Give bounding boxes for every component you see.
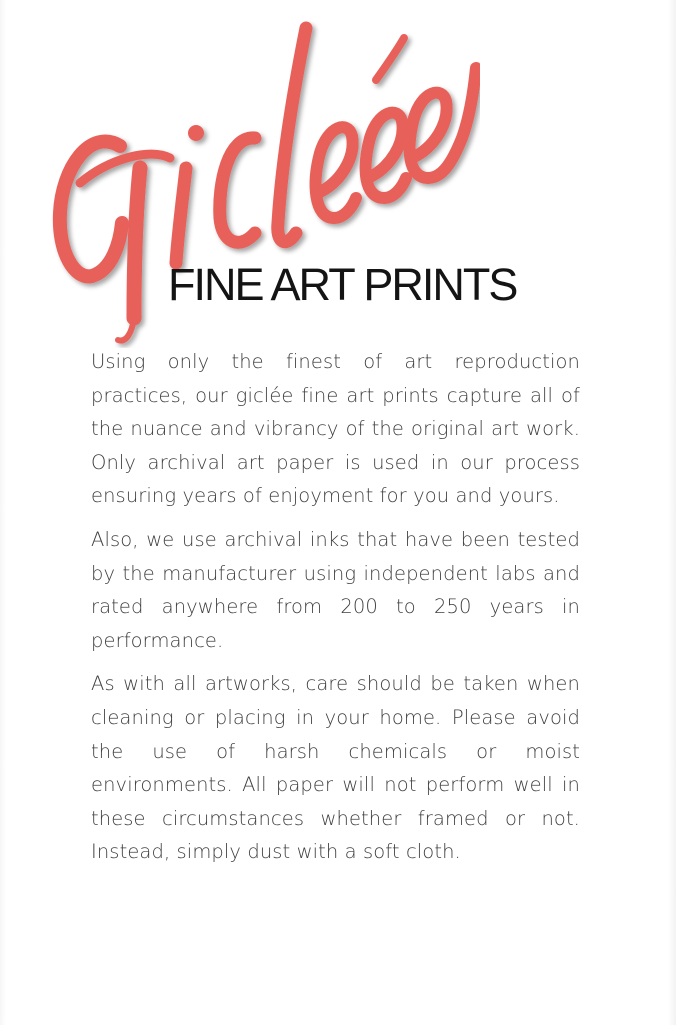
subtitle-fine-art-prints: FINE ART PRINTS xyxy=(168,259,517,310)
paragraph-2: Also, we use archival inks that have been tested by the manufacturer using independent labs and rated anywhere from 200 to 250 years in performance. xyxy=(91,527,580,652)
paragraph-3: As with all artworks, care should be taken when cleaning or placing in your home. Please avoid the use of harsh chemicals or moist environments. All paper will not perform well in these circumstances whether framed or not. Instead, simply dust with a soft cloth. xyxy=(91,672,580,864)
body-text xyxy=(91,345,580,879)
paragraph-1: Using only the finest of art reproduction practices, our giclée fine art prints capture all of the nuance and vibrancy of the original art work. Only archival art paper is used in our process ensuring years of enjoyment for you and yours. xyxy=(91,350,580,508)
